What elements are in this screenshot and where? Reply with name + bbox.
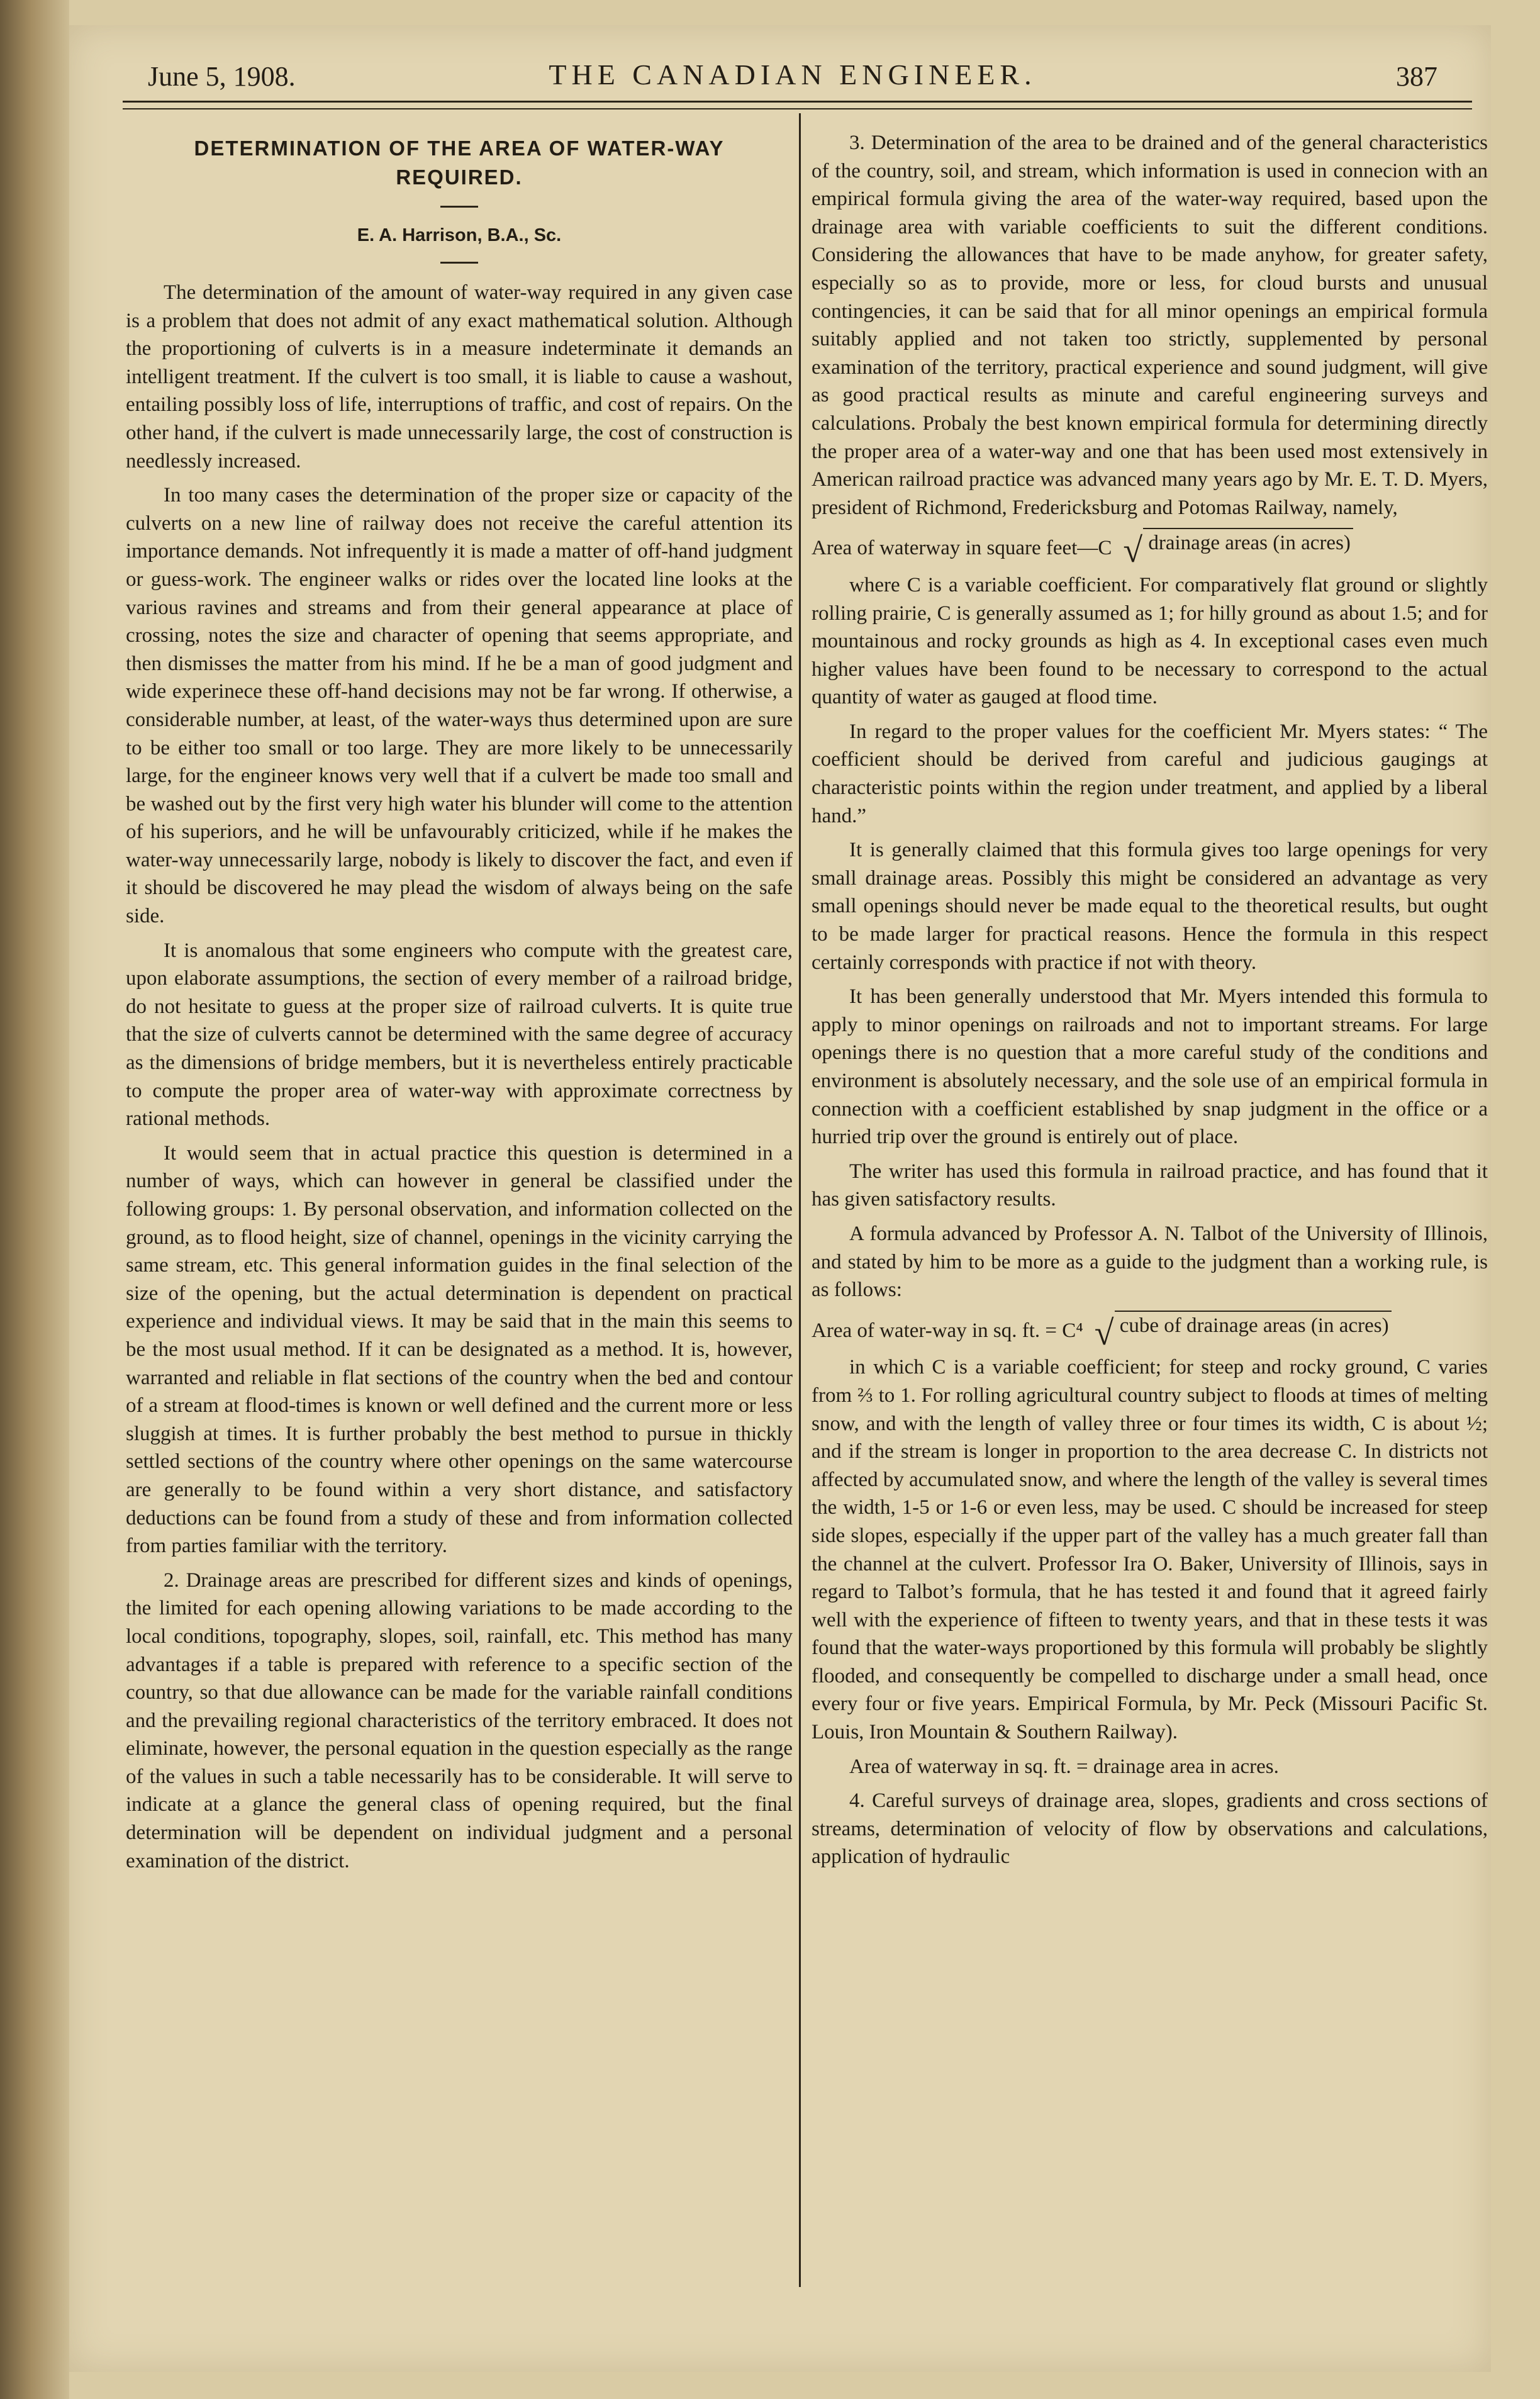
running-head <box>148 52 1437 96</box>
formula-radicand: drainage areas (in acres) <box>1143 528 1353 556</box>
header-double-rule <box>123 101 1472 109</box>
formula-lhs: Area of water-way in sq. ft. = C⁴ <box>812 1319 1083 1342</box>
binding-gutter <box>0 0 69 2399</box>
left-column <box>126 129 793 1881</box>
paragraph: in which C is a variable coefficient; for steep and rocky ground, C varies from ⅔ to 1. For rolling agricultural country subject to floods at times of melting snow, and with the length of valley three or four times its width, C is about ½; and if the stream is longer in proportion to the area decrease C. In districts not affected by accumulated snow, and where the length of the valley is several times the width, 1-5 or 1-6 or even less, may be used. C should be increased for steep side slopes, especially if the upper part of the valley has a much greater fall than the channel at the culvert. Professor Ira O. Baker, University of Illinois, says in regard to Talbot’s formula, that he has tested it and found that it agreed fairly well with the experience of fifteen to twenty years, and that in these tests it was found that the water-ways proportioned by this formula will probably be slightly flooded, and consequently be compelled to discharge under a small head, once every four or five years. Empirical Formula, by Mr. Peck (Missouri Pacific St. Louis, Iron Mountain & Southern Railway). <box>812 1356 1488 1744</box>
paragraph: It is anomalous that some engineers who compute with the greatest care, upon elaborate assumptions, the section of every member of a railroad bridge, do not hesitate to guess at the proper size of railroad culverts. It is quite true that the size of culverts cannot be determined with the same degree of accuracy as the dimensions of bridge members, but it is nevertheless entirely practicable to compute the proper area of water-way with approximate correctness by rational methods. <box>126 939 793 1131</box>
right-column <box>812 129 1488 1877</box>
myers-formula <box>812 528 1488 571</box>
paragraph: Area of waterway in sq. ft. = drainage area in acres. <box>849 1755 1279 1778</box>
paragraph: 4. Careful surveys of drainage area, slopes, gradients and cross sections of streams, determination of velocity of flow by observations and calculations, application of hydraulic <box>812 1789 1488 1869</box>
paragraph: where C is a variable coefficient. For comparatively flat ground or slightly rolling prairie, C is generally assumed as 1; for hilly ground as about 1.5; and for mountainous and rocky grounds as high as 4. In exceptional cases even much higher values have been found to be necessary to correspond to the actual quantity of water as gauged at flood time. <box>812 573 1488 709</box>
paragraph: 3. Determination of the area to be drained and of the general characteristics of the country, soil, and stream, which information is used in connecion with an empirical formula giving the area of the water-way required, based upon the drainage area with variable coefficients to suit the different conditions. Considering the allowances that have to be made anyhow, for greater safety, especially so as to provide, more or less, for cloud bursts and unusual contingencies, it can be said that for all minor openings an empirical formula suitably applied and not taken too strictly, supplemented by personal examination of the territory, practical experience and sound judgment, will give as good practical results as minute and careful engineering surveys and calculations. Probaly the best known empirical formula for determining directly the proper area of a water-way and one that has been used most extensively in American railroad practice was advanced many years ago by Mr. E. T. D. Myers, president of Richmond, Fredericksburg and Potomas Railway, namely, <box>812 131 1488 519</box>
radical-sign-icon: √ <box>1123 531 1143 571</box>
formula-radicand: cube of drainage areas (in acres) <box>1115 1311 1392 1338</box>
square-root <box>1094 1311 1392 1353</box>
paragraph: A formula advanced by Professor A. N. Talbot of the University of Illinois, and stated by him to be more as a guide to the judgment than a working rule, is as follows: <box>812 1222 1488 1302</box>
journal-title: THE CANADIAN ENGINEER. <box>549 59 1037 91</box>
title-rule <box>440 206 478 208</box>
paragraph: It is generally claimed that this formula gives too large openings for very small drainage areas. Possibly this might be considered an advantage as very small openings should never be made equal to the theoretical results, but ought to be made larger for practical reasons. Hence the formula in this respect certainly corresponds with practice if not with theory. <box>812 839 1488 974</box>
paragraph: The writer has used this formula in railroad practice, and has found that it has given satisfactory results. <box>812 1160 1488 1211</box>
page-number: 387 <box>1396 61 1437 92</box>
paragraph: The determination of the amount of water-way required in any given case is a problem that does not admit of any exact mathematical solution. Although the proportioning of culverts is in a measure indeterminate it demands an intelligent treatment. If the culvert is too small, it is liable to cause a washout, entailing possibly loss of life, interruptions of traffic, and cost of repairs. On the other hand, if the culvert is made unnecessarily large, the cost of construction is needlessly increased. <box>126 281 793 473</box>
issue-date: June 5, 1908. <box>148 61 296 92</box>
formula-lhs: Area of waterway in square feet—C <box>812 537 1112 560</box>
paragraph: It would seem that in actual practice this question is determined in a number of ways, which can however in general be classified under the following groups: 1. By personal observation, and information collected on the ground, as to flood height, size of channel, openings in the vicinity carrying the same stream, etc. This general information guides in the final selection of the size of the opening, but the actual determination is dependent on practical experience and individual views. It may be said that in the main this seems to be the most usual method. If it can be designated as a method. It is, however, warranted and reliable in flat sections of the country when the bed and contour of a stream at flood-times is known or well defined and the current more or less sluggish at times. It is further probably the best method to pursue in thickly settled sections of the country where other openings on the same watercourse are generally to be found within a very short distance, and satisfactory deductions can be found from a study of these and from information collected from parties familiar with the territory. <box>126 1141 793 1558</box>
radical-sign-icon: √ <box>1094 1313 1114 1353</box>
square-root <box>1123 528 1353 571</box>
paragraph: In too many cases the determination of the proper size or capacity of the culverts on a new line of railway does not receive the careful attention its importance demands. Not infrequently it is made a matter of off-hand judgment or guess-work. The engineer walks or rides over the located line looks at the various ravines and streams and from their general appearance at place of crossing, notes the size and character of opening that seems appropriate, and then dismisses the matter from his mind. If he be a man of good judgment and wide experinece these off-hand decisions may not be far wrong. If otherwise, a considerable number, at least, of the water-ways thus determined upon are sure to be either too small or too large. They are more likely to be unnecessarily large, for the engineer knows very well that if a culvert be made too small and be washed out by the first very high water his blunder will come to the attention of his superiors, and he will be unfavourably criticized, while if he makes the water-way unnecessarily large, nobody is likely to discover the fact, and even if it should be discovered he may plead the wisdom of always being on the safe side. <box>126 484 793 928</box>
paragraph: In regard to the proper values for the coefficient Mr. Myers states: “ The coefficient should be derived from careful and judicious gaugings at characteristic points within the region under treatment, and applied by a liberal hand.” <box>812 720 1488 827</box>
paragraph: It has been generally understood that Mr. Myers intended this formula to apply to minor openings on railroads and not to important streams. For large openings there is no question that a more careful study of the conditions and environment is absolutely necessary, and the sole use of an empirical formula in connection with a coefficient established by snap judgment in the office or a hurried trip over the ground is entirely out of place. <box>812 985 1488 1149</box>
article-byline: E. A. Harrison, B.A., Sc. <box>357 225 562 245</box>
talbot-formula <box>812 1311 1488 1353</box>
column-divider <box>799 113 801 2287</box>
byline-rule <box>440 262 478 264</box>
paragraph: 2. Drainage areas are prescribed for different sizes and kinds of openings, the limited for each opening allowing variations to be made according to the local conditions, topography, slopes, soil, rainfall, etc. This method has many advantages if a table is prepared with reference to a specific section of the country, so that due allowance can be made for the variable rainfall conditions and the prevailing regional characteristics of the territory embraced. It does not eliminate, however, the personal equation in the question especially as the range of the values in such a table necessarily has to be considerable. It will serve to indicate at a glance the general class of opening required, but the final determination will be dependent on individual judgment and a personal examination of the district. <box>126 1569 793 1872</box>
article-title: DETERMINATION OF THE AREA OF WATER-WAY REQUIRED. <box>194 137 725 189</box>
